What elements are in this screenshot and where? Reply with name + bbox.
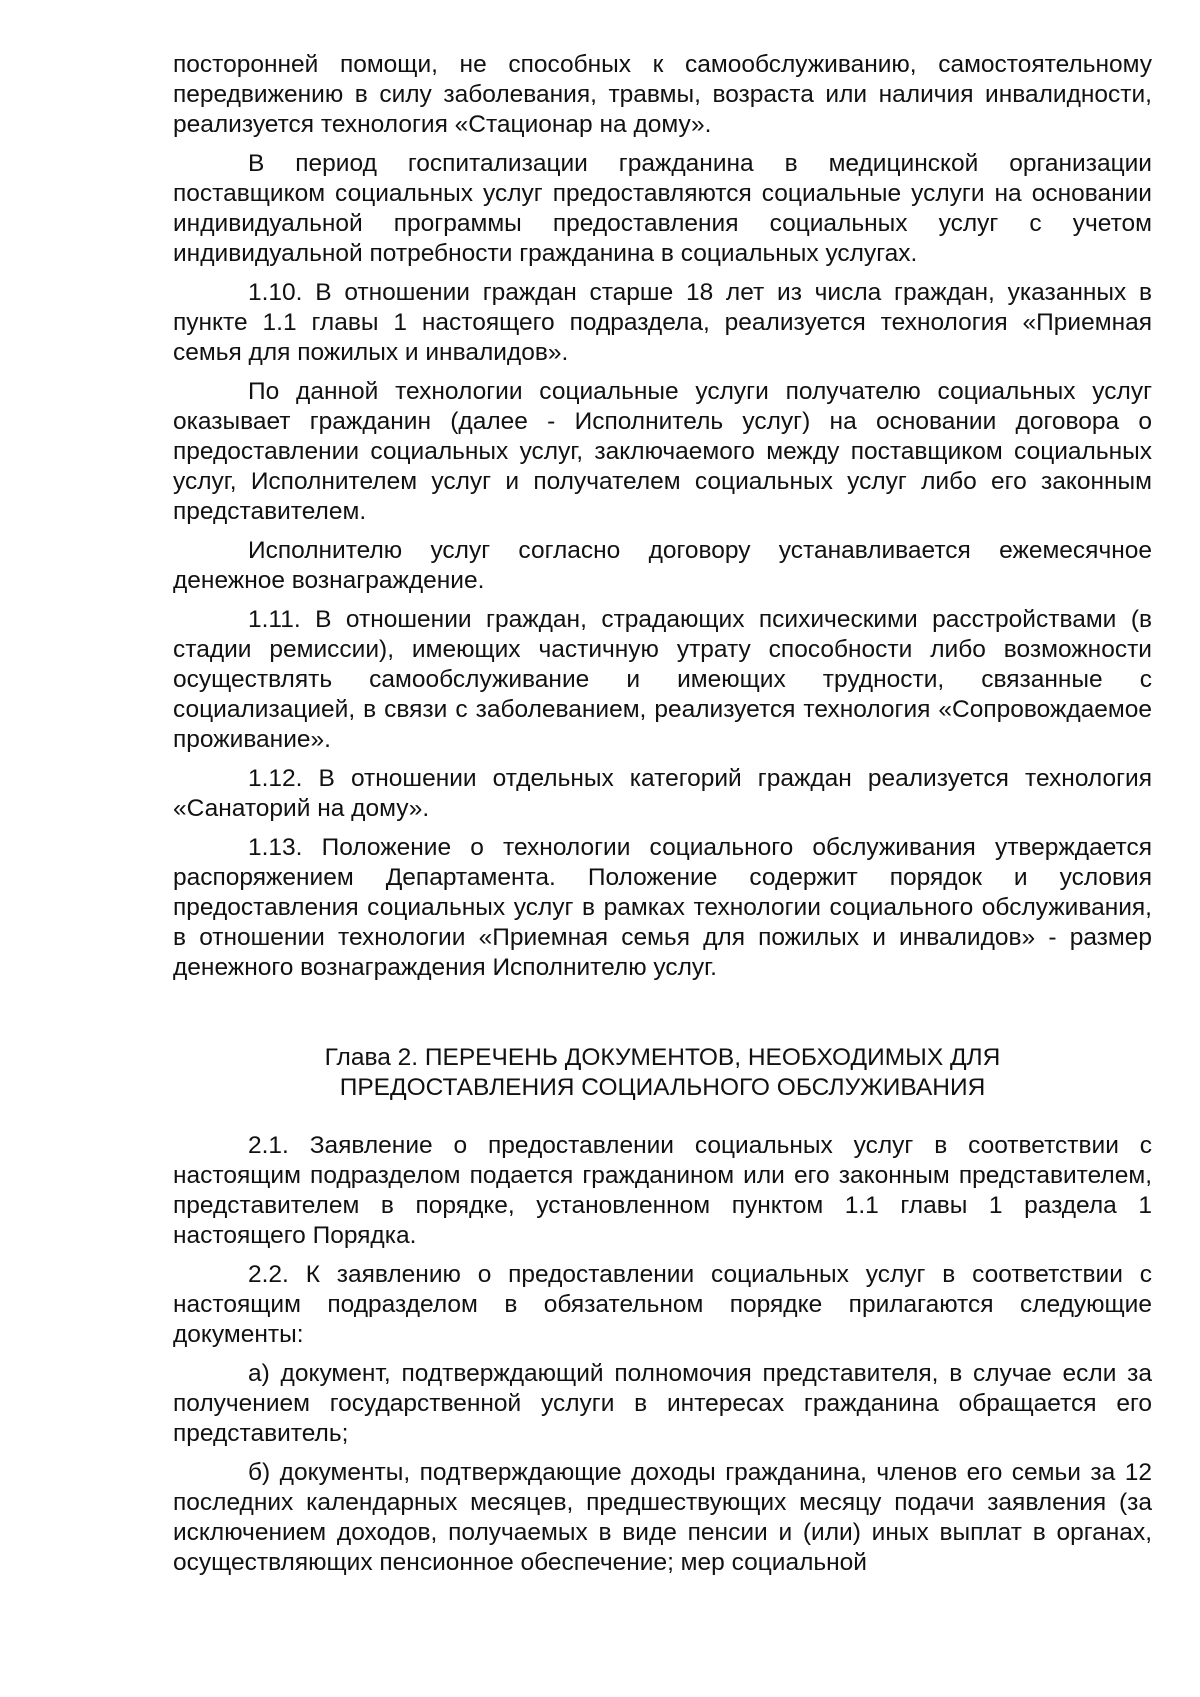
- paragraph-hospitalization: В период госпитализации гражданина в медицинской организации поставщиком социальных услуг предоставляются социальные услуги на основании индивидуальной программы предоставления социальных услуг с учетом индивидуальной потребности гражданина в социальных услугах.: [173, 150, 1152, 267]
- chapter-heading: [173, 1043, 1152, 1103]
- chapter-heading-line-2: ПРЕДОСТАВЛЕНИЯ СОЦИАЛЬНОГО ОБСЛУЖИВАНИЯ: [339, 1074, 986, 1101]
- paragraph-remuneration: Исполнителю услуг согласно договору устанавливается ежемесячное денежное вознаграждение.: [173, 537, 1152, 594]
- paragraph-2-2: 2.2. К заявлению о предоставлении социальных услуг в соответствии с настоящим подразделом в обязательном порядке прилагаются следующие документы:: [173, 1261, 1152, 1348]
- chapter-heading-line-1: Глава 2. ПЕРЕЧЕНЬ ДОКУМЕНТОВ, НЕОБХОДИМЫХ ДЛЯ: [324, 1044, 1001, 1071]
- paragraph-technology-description: По данной технологии социальные услуги получателю социальных услуг оказывает гражданин (далее - Исполнитель услуг) на основании договора о предоставлении социальных услуг, заключаемого между поставщиком социальных услуг, Исполнителем услуг и получателем социальных услуг либо его законным представителем.: [173, 378, 1152, 525]
- list-item-b: б) документы, подтверждающие доходы гражданина, членов его семьи за 12 последних календарных месяцев, предшествующих месяцу подачи заявления (за исключением доходов, получаемых в виде пенсии и (или) иных выплат в органах, осуществляющих пенсионное обеспечение; мер социальной: [173, 1459, 1152, 1576]
- paragraph-1-13: 1.13. Положение о технологии социального обслуживания утверждается распоряжением Департамента. Положение содержит порядок и условия предоставления социальных услуг в рамках технологии социального обслуживания, в отношении технологии «Приемная семья для пожилых и инвалидов» - размер денежного вознаграждения Исполнителю услуг.: [173, 834, 1152, 981]
- list-item-a: а) документ, подтверждающий полномочия представителя, в случае если за получением государственной услуги в интересах гражданина обращается его представитель;: [173, 1360, 1152, 1447]
- document-page: [173, 50, 1152, 1587]
- paragraph-2-1: 2.1. Заявление о предоставлении социальных услуг в соответствии с настоящим подразделом подается гражданином или его законным представителем, представителем в порядке, установленном пунктом 1.1 главы 1 раздела 1 настоящего Порядка.: [173, 1132, 1152, 1249]
- paragraph-1-11: 1.11. В отношении граждан, страдающих психическими расстройствами (в стадии ремиссии), имеющих частичную утрату способности либо возможности осуществлять самообслуживание и имеющих трудности, связанные с социализацией, в связи с заболеванием, реализуется технология «Сопровождаемое проживание».: [173, 606, 1152, 753]
- paragraph-1-10: 1.10. В отношении граждан старше 18 лет из числа граждан, указанных в пункте 1.1 главы 1 настоящего подраздела, реализуется технология «Приемная семья для пожилых и инвалидов».: [173, 279, 1152, 366]
- paragraph-continuation: посторонней помощи, не способных к самообслуживанию, самостоятельному передвижению в силу заболевания, травмы, возраста или наличия инвалидности, реализуется технология «Стационар на дому».: [173, 51, 1152, 138]
- paragraph-1-12: 1.12. В отношении отдельных категорий граждан реализуется технология «Санаторий на дому».: [173, 765, 1152, 822]
